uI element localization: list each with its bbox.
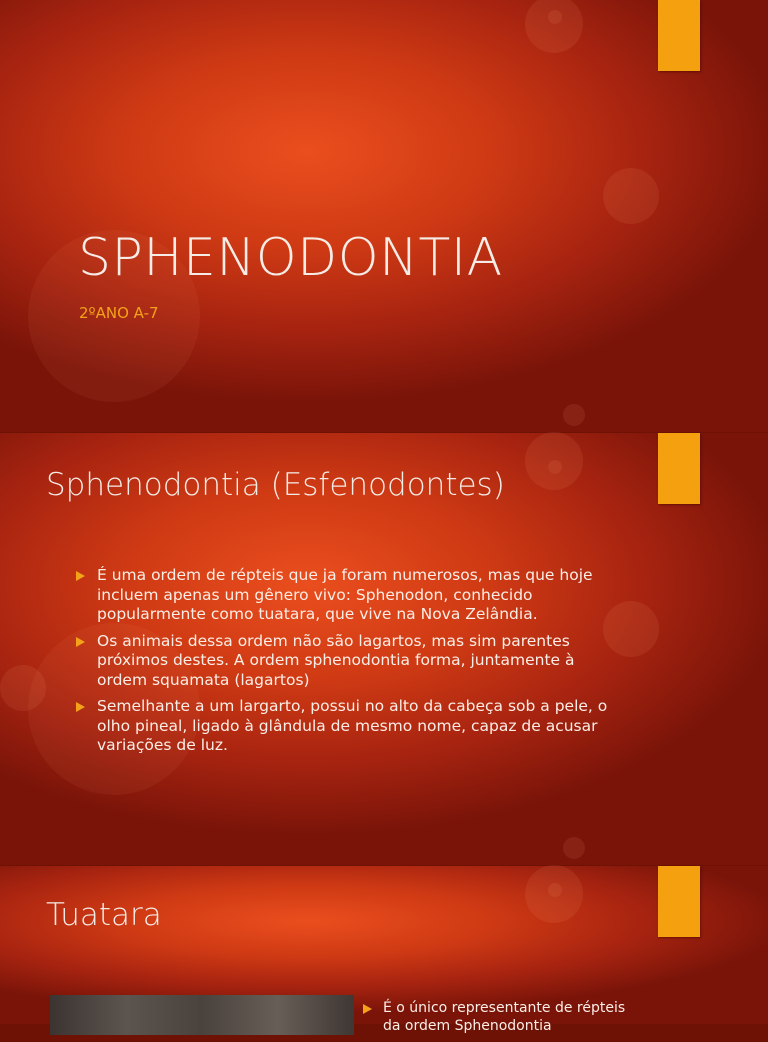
bullet-text: É uma ordem de répteis que ja foram numerosos, mas que hoje incluem apenas um gênero vivo: Sphenodon, conhecido popularmente como tuatara, que vive na Nova Zelândia. xyxy=(97,566,593,623)
accent-bar xyxy=(658,866,700,937)
tuatara-photo xyxy=(50,995,354,1035)
decorative-bubble xyxy=(548,460,562,474)
decorative-bubble xyxy=(525,0,583,53)
list-item xyxy=(76,632,616,691)
decorative-bubble xyxy=(603,168,659,224)
bullet-list xyxy=(363,999,633,1042)
slide-heading: Sphenodontia (Esfenodontes) xyxy=(46,467,505,503)
decorative-bubble xyxy=(548,10,562,24)
list-item xyxy=(76,697,616,756)
decorative-bubble xyxy=(548,883,562,897)
list-item xyxy=(363,999,633,1035)
slide-sphenodontia xyxy=(0,433,768,865)
decorative-bubble xyxy=(563,837,585,859)
slide-heading: Tuatara xyxy=(46,897,162,933)
triangle-bullet-icon xyxy=(76,702,85,712)
accent-bar xyxy=(658,433,700,504)
slide-tuatara xyxy=(0,866,768,1034)
bullet-text: É o único representante de répteis da ordem Sphenodontia xyxy=(383,1000,626,1034)
bullet-text: Semelhante a um largarto, possui no alto da cabeça sob a pele, o olho pineal, ligado à glândula de mesmo nome, capaz de acusar variações de luz. xyxy=(97,697,608,754)
accent-bar xyxy=(658,0,700,71)
bullet-text: Os animais dessa ordem não são lagartos, mas sim parentes próximos destes. A ordem sphenodontia forma, juntamente à ordem squamata (lagartos) xyxy=(97,631,575,689)
list-item xyxy=(76,566,616,625)
bullet-list xyxy=(76,566,616,763)
triangle-bullet-icon xyxy=(363,1004,372,1014)
presentation-title: SPHENODONTIA xyxy=(78,228,503,288)
triangle-bullet-icon xyxy=(76,637,85,647)
presentation-subtitle: 2ºANO A-7 xyxy=(79,304,159,322)
decorative-bubble xyxy=(563,404,585,426)
slide-title xyxy=(0,0,768,432)
triangle-bullet-icon xyxy=(76,571,85,581)
decorative-bubble xyxy=(0,665,46,711)
